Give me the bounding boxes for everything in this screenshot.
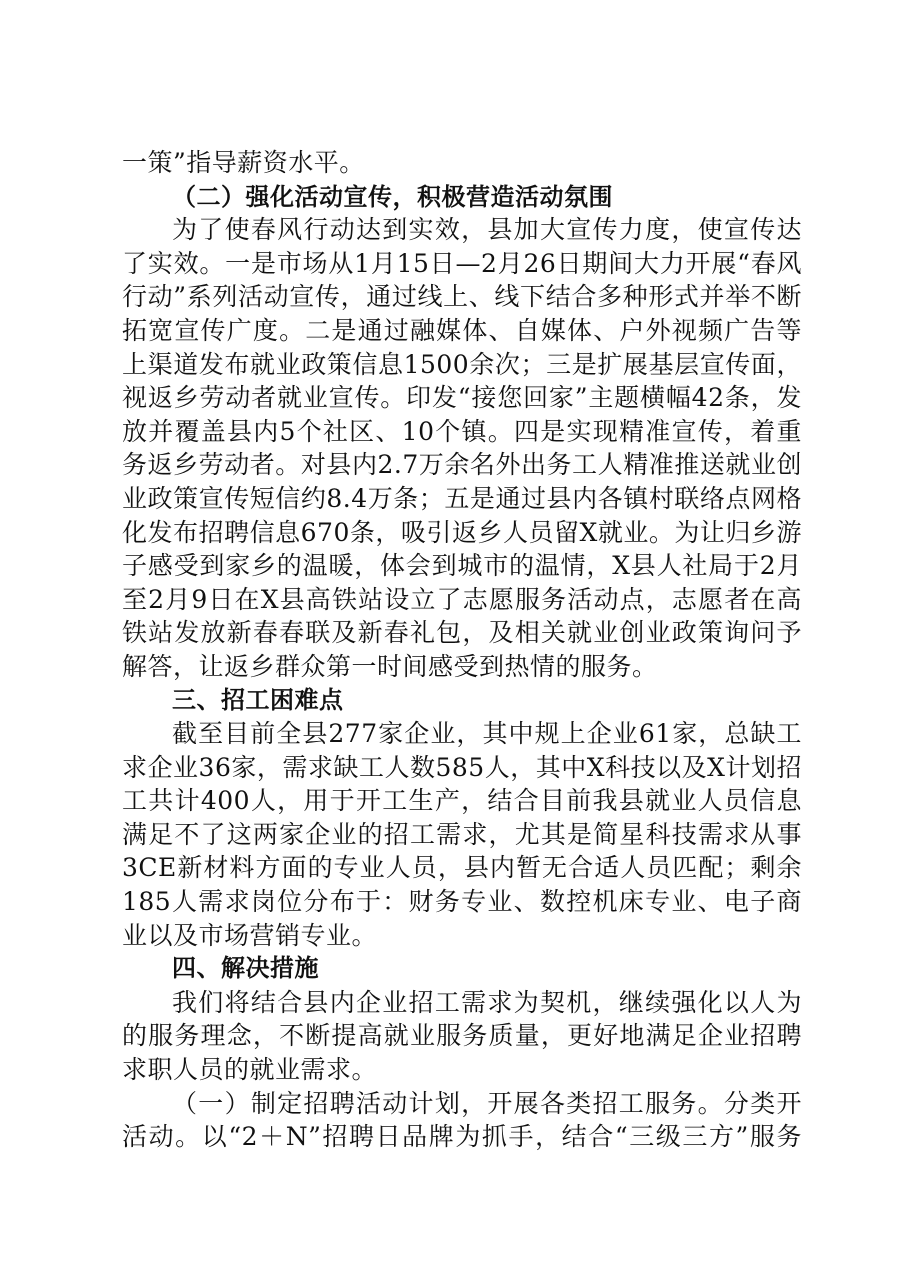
paragraph-line: 满足不了这两家企业的招工需求，尤其是简星科技需求从事 <box>122 819 802 849</box>
paragraph-line: 了实效。一是市场从1月15日—2月26日期间大力开展“春风 <box>122 248 802 278</box>
paragraph-line: 求职人员的就业需求。 <box>122 1055 378 1085</box>
paragraph-line: 务返乡劳动者。对县内2.7万余名外出务工人精准推送就业创 <box>122 450 802 480</box>
paragraph-line: 解答，让返乡群众第一时间感受到热情的服务。 <box>122 651 658 681</box>
paragraph-line: 为了使春风行动达到实效，县加大宣传力度，使宣传达 <box>172 215 802 245</box>
section-heading-recruitment-difficulties: 三、招工困难点 <box>172 685 344 714</box>
paragraph-line: 上渠道发布就业政策信息1500余次；三是扩展基层宣传面， <box>122 349 802 379</box>
paragraph-line: 的服务理念，不断提高就业服务质量，更好地满足企业招聘 <box>122 1021 802 1051</box>
document-page <box>122 146 802 1154</box>
paragraph-line: 3CE新材料方面的专业人员，县内暂无合适人员匹配；剩余 <box>122 853 802 883</box>
section-heading-solutions: 四、解决措施 <box>172 954 319 983</box>
paragraph-line: 行动”系列活动宣传，通过线上、线下结合多种形式并举不断 <box>122 282 802 312</box>
paragraph-line: 视返乡劳动者就业宣传。印发“接您回家”主题横幅42条，发 <box>122 383 802 413</box>
paragraph-line: 业以及市场营销专业。 <box>122 920 378 950</box>
paragraph-line: 截至目前全县277家企业，其中规上企业61家，总缺工 <box>172 719 802 749</box>
paragraph-line: 业政策宣传短信约8.4万条；五是通过县内各镇村联络点网格 <box>122 483 802 513</box>
paragraph-line: 工共计400人，用于开工生产，结合目前我县就业人员信息 <box>122 786 802 816</box>
paragraph-line: （一）制定招聘活动计划，开展各类招工服务。分类开 <box>172 1088 802 1118</box>
body-line: 一策”指导薪资水平。 <box>122 148 365 177</box>
paragraph-line: 放并覆盖县内5个社区、10个镇。四是实现精准宣传，着重 <box>122 416 802 446</box>
sub-heading-activity-promotion: （二）强化活动宣传，积极营造活动氛围 <box>172 181 613 211</box>
paragraph-line: 185人需求岗位分布于：财务专业、数控机床专业、电子商 <box>122 887 802 917</box>
paragraph-line: 子感受到家乡的温暖，体会到城市的温情，X县人社局于2月 <box>122 551 802 581</box>
paragraph-line: 我们将结合县内企业招工需求为契机，继续强化以人为 <box>172 987 802 1017</box>
paragraph-line: 求企业36家，需求缺工人数585人，其中X科技以及X计划招 <box>122 752 802 782</box>
paragraph-line: 至2月9日在X县高铁站设立了志愿服务活动点，志愿者在高 <box>122 584 802 614</box>
paragraph-line: 化发布招聘信息670条，吸引返乡人员留X就业。为让归乡游 <box>122 517 802 547</box>
paragraph-line: 拓宽宣传广度。二是通过融媒体、自媒体、户外视频广告等 <box>122 315 802 345</box>
paragraph-line: 活动。以“2＋N”招聘日品牌为抓手，结合“三级三方”服务 <box>122 1122 802 1152</box>
paragraph-line: 铁站发放新春春联及新春礼包，及相关就业创业政策询问予 <box>122 618 802 648</box>
